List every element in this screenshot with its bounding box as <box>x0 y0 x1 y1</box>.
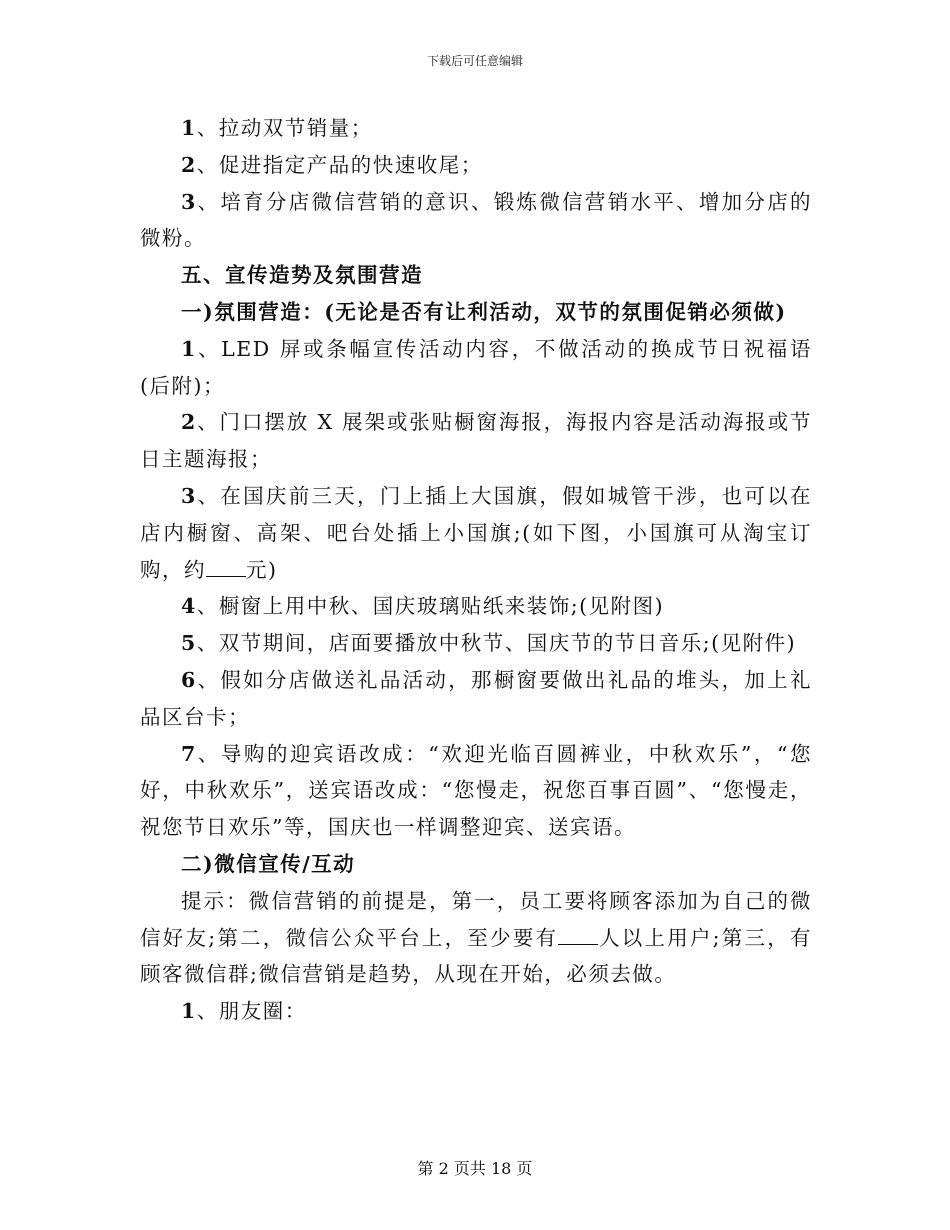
paragraph-text: 、门口摆放 X 展架或张贴橱窗海报，海报内容是活动海报或节日主题海报； <box>140 410 812 472</box>
fill-in-blank <box>558 926 598 945</box>
fill-in-blank <box>206 558 246 577</box>
paragraph-number: 3 <box>181 483 197 508</box>
paragraph-text: 、LED 屏或条幅宣传活动内容，不做活动的换成节日祝福语(后附)； <box>140 336 812 398</box>
section-heading-5: 五、宣传造势及氛围营造 <box>181 263 423 288</box>
paragraph-goal-3 <box>140 184 812 258</box>
subsection-heading-atmosphere: 一)氛围营造：(无论是否有让利活动，双节的氛围促销必须做) <box>181 299 787 324</box>
page-footer: 第 2 页共 18 页 <box>417 1159 533 1178</box>
paragraph-number: 6 <box>181 667 197 692</box>
paragraph-number: 1 <box>181 999 197 1024</box>
paragraph-goal-1 <box>140 110 812 147</box>
paragraph-text: 提示：微信营销的前提是，第一，员工要将顾客添加为自己的微信好友;第二，微信公众平台上，至少要有 <box>140 888 812 950</box>
subsection-heading-wechat: 二)微信宣传/互动 <box>181 851 356 876</box>
paragraph-wechat-tip <box>140 883 812 993</box>
paragraph-text: 、促进指定产品的快速收尾； <box>196 152 483 177</box>
paragraph-number: 3 <box>181 189 197 214</box>
paragraph-text: 、橱窗上用中秋、国庆玻璃贴纸来装饰;(见附图) <box>196 594 665 619</box>
paragraph-text: 元) <box>246 557 278 582</box>
paragraph-text: 、双节期间，店面要播放中秋节、国庆节的节日音乐;(见附件) <box>196 631 797 656</box>
paragraph-atmosphere-5 <box>140 625 812 662</box>
paragraph-number: 5 <box>181 631 197 656</box>
paragraph-atmosphere-4 <box>140 588 812 625</box>
paragraph-atmosphere-1 <box>140 331 812 405</box>
paragraph-atmosphere-6 <box>140 662 812 736</box>
paragraph-text: 、在国庆前三天，门上插上大国旗，假如城管干涉，也可以在店内橱窗、高架、吧台处插上小国旗;(如下图，小国旗可从淘宝订购，约 <box>140 483 812 582</box>
paragraph-atmosphere-7 <box>140 736 812 846</box>
paragraph-number: 2 <box>181 410 197 435</box>
paragraph-wechat-1 <box>140 993 812 1030</box>
paragraph-atmosphere-3 <box>140 478 812 588</box>
paragraph-text: 、培育分店微信营销的意识、锻炼微信营销水平、增加分店的微粉。 <box>140 189 812 251</box>
paragraph-number: 4 <box>181 594 197 619</box>
paragraph-number: 2 <box>181 152 197 177</box>
paragraph-text: 、朋友圈： <box>196 999 307 1024</box>
paragraph-number: 1 <box>181 336 197 361</box>
paragraph-goal-2 <box>140 147 812 184</box>
paragraph-number: 1 <box>181 116 197 140</box>
paragraph-text: 、导购的迎宾语改成：“欢迎光临百圆裤业，中秋欢乐”，“您好，中秋欢乐”，送宾语改成：“您慢走，祝您百事百圆”、“您慢走，祝您节日欢乐”等，国庆也一样调整迎宾、送宾语。 <box>140 741 812 840</box>
paragraph-text: 、假如分店做送礼品活动，那橱窗要做出礼品的堆头，加上礼品区台卡； <box>140 667 812 729</box>
document-body <box>140 110 812 1030</box>
page-header: 下载后可任意编辑 <box>426 54 523 68</box>
paragraph-text: 人以上用户;第三，有顾客微信群;微信营销是趋势，从现在开始，必须去做。 <box>140 925 813 987</box>
paragraph-atmosphere-2 <box>140 404 812 478</box>
paragraph-number: 7 <box>181 741 197 766</box>
paragraph-text: 、拉动双节销量； <box>196 116 373 140</box>
